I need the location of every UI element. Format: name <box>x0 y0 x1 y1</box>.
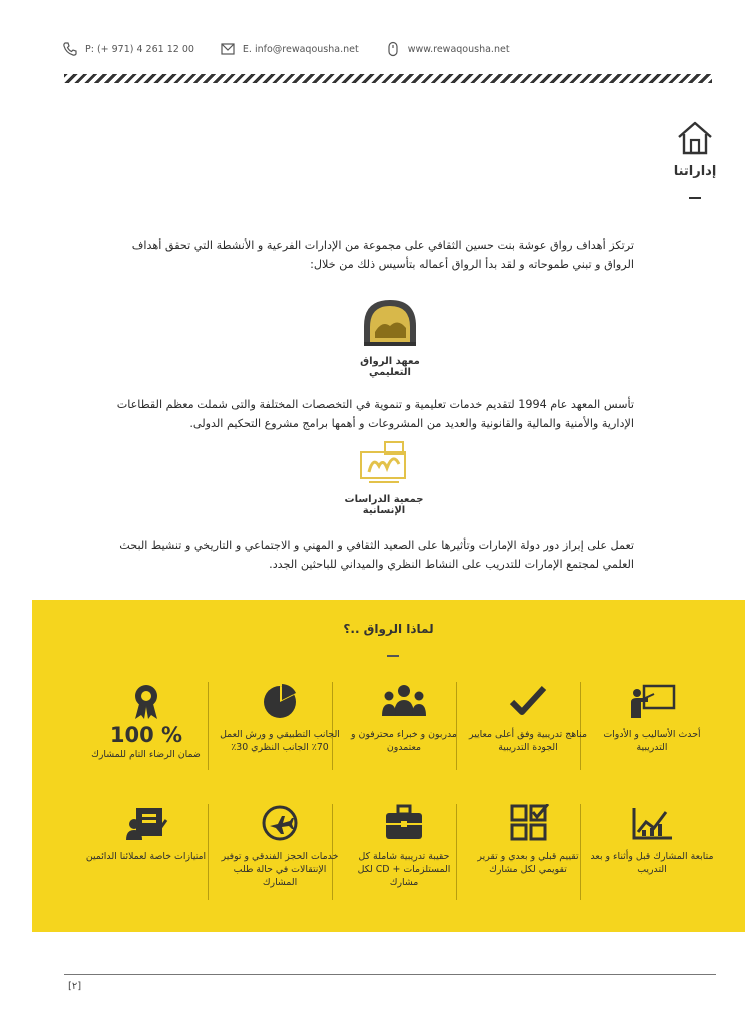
feature-methods-label: أحدث الأساليب و الأدوات التدريبية <box>603 729 701 753</box>
feature-practical <box>218 676 342 754</box>
website-link[interactable]: www.rewaqousha.net <box>407 43 510 55</box>
presentation-icon <box>628 682 676 720</box>
house-icon <box>675 118 715 158</box>
email-link[interactable]: E. info@rewaqousha.net <box>242 43 359 55</box>
feature-curricula <box>466 676 590 754</box>
checkmark-icon <box>504 682 552 720</box>
feature-methods <box>590 676 714 754</box>
society-description: تعمل على إبراز دور دولة الإمارات وتأثيرها على الصعيد الثقافي و المهني و الاجتماعي و التاريخي و تنشيط البحث العلمي لمجتمع الإمارات للتدريب على النشاط النظري والميداني للباحثين الجدد. <box>119 539 634 571</box>
institute-name: معهد الرواق التعليمي <box>360 356 420 378</box>
team-icon <box>380 682 428 720</box>
briefcase-icon <box>380 804 428 842</box>
society-emblem <box>349 438 419 488</box>
why-dash <box>387 655 399 657</box>
email-contact <box>220 41 359 57</box>
society-logo <box>322 438 446 516</box>
mail-icon <box>220 41 236 57</box>
feature-followup <box>590 798 714 876</box>
why-rewaq-band <box>32 600 745 932</box>
column-divider <box>208 804 209 900</box>
why-title: لماذا الرواق ..؟ <box>343 622 434 636</box>
feature-satisfaction <box>84 676 208 761</box>
growth-chart-icon <box>628 804 676 842</box>
phone-icon <box>62 41 78 57</box>
feature-evaluation <box>466 798 590 876</box>
page-number: [٢] <box>68 981 82 992</box>
society-name: جمعية الدراسات الإنسانية <box>344 494 424 516</box>
airplane-icon <box>256 804 304 842</box>
vip-card-icon <box>122 804 170 842</box>
feature-followup-label: متابعة المشارك قبل وأثناء و بعد التدريب <box>590 851 714 875</box>
feature-trainers-label: مدربون و خبراء محترفون و معتمدون <box>351 729 457 753</box>
intro-paragraph: ترتكز أهداف رواق عوشة بنت حسين الثقافي على مجموعة من الإدارات الفرعية و الأنشطة التي تحقق أهداف الرواق و تبني طموحاته و لقد بدأ الرواق أعماله بتأسيس ذلك من خلال: <box>131 239 634 271</box>
satisfaction-percent: 100 % <box>109 723 183 747</box>
award-ribbon-icon <box>122 682 170 720</box>
feature-privileges <box>84 798 208 863</box>
institute-logo <box>340 296 440 378</box>
footer-rule <box>64 974 716 975</box>
feature-practical-label: الجانب التطبيقي و ورش العمل 70٪ الجانب النظري 30٪ <box>220 729 340 753</box>
mouse-icon <box>385 41 401 57</box>
column-divider <box>208 682 209 770</box>
phone-text: P: (+ 971) 4 261 12 00 <box>85 43 194 55</box>
feature-kit-label: حقيبة تدريبية شاملة كل المستلزمات + CD لكل مشارك <box>357 851 451 888</box>
feature-privileges-label: امتيازات خاصة لعملائنا الدائمين <box>85 851 207 862</box>
feature-satisfaction-label: ضمان الرضاء التام للمشارك <box>91 749 201 760</box>
pie-chart-icon <box>256 682 304 720</box>
feature-curricula-label: مناهج تدريبية وفق أعلى معايير الجودة التدريبية <box>469 729 587 753</box>
institute-description: تأسس المعهد عام 1994 لتقديم خدمات تعليمية و تنموية في التخصصات المختلفة والتى شملت معظم القطاعات الإدارية والأمنية والمالية والقانونية والعديد من المشروعات و أهمها برامج مشروع التحكيم الدولى. <box>116 398 634 430</box>
feature-booking-label: خدمات الحجز الفندقي و توفير الإنتقالات في حالة طلب المشارك <box>221 851 339 888</box>
feature-booking <box>218 798 342 889</box>
institute-emblem <box>360 296 420 350</box>
section-heading <box>673 118 717 199</box>
checklist-grid-icon <box>504 804 552 842</box>
contact-bar <box>62 36 683 62</box>
web-contact <box>385 41 510 57</box>
section-title: إداراتنا <box>673 164 717 179</box>
feature-trainers <box>342 676 466 754</box>
feature-evaluation-label: تقييم قبلي و بعدي و تقرير تقويمي لكل مشارك <box>477 851 579 875</box>
phone-contact <box>62 41 194 57</box>
feature-kit <box>342 798 466 889</box>
section-dash <box>689 197 701 199</box>
hatched-divider <box>64 74 712 83</box>
